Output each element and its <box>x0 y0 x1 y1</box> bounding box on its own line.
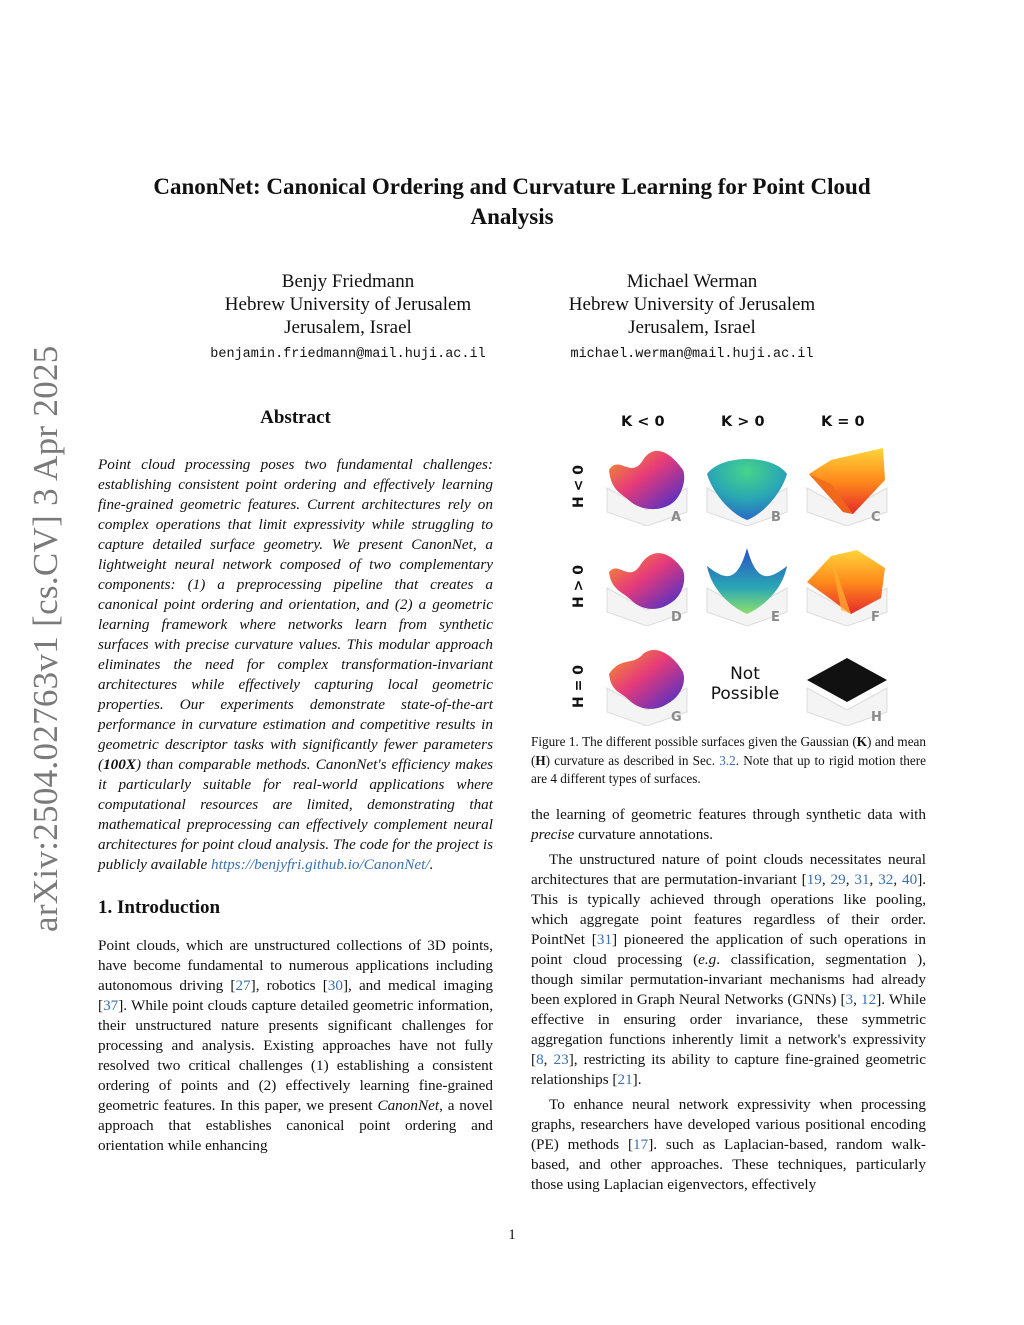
abstract-body: Point cloud processing poses two fundamental challenges: establishing consistent point ordering and effectively learning fine-grained geometric features. Current architectures rely on complex operations that limit expressivity while struggling to capture detailed surface geometry. We present CanonNet, a lightweight neural network composed of two complementary components: (1) a preprocessing pipeline that creates a canonical point ordering and orientation, and (2) a geometric learning framework where networks learn from synthetic surfaces with precise curvature values. This modular approach eliminates the need for complex transformation-invariant architectures while effectively capturing local geometric properties. Our experiments demonstrate state-of-the-art performance in curvature estimation and competitive results in geometric descriptor tasks with significantly fewer parameters (100X) than comparable methods. CanonNet's efficiency makes it particularly suitable for real-world applications where computational resources are limited, demonstrating that mathematical preprocessing can effectively complement neural architectures for point cloud analysis. The code for the project is publicly available https://benjyfri.github.io/CanonNet/. <box>98 456 493 873</box>
citation-link[interactable]: 3 <box>845 991 854 1008</box>
surface-letter: F <box>871 610 880 625</box>
paper-title <box>100 172 924 232</box>
left-column <box>98 405 493 1156</box>
column-label-k-negative: K < 0 <box>621 414 665 430</box>
project-link[interactable]: https://benjyfri.github.io/CanonNet/ <box>211 856 430 873</box>
citation-link[interactable]: 32 <box>878 871 894 888</box>
citation-link[interactable]: 8 <box>536 1051 544 1068</box>
abstract-heading: Abstract <box>260 407 331 428</box>
citation-link[interactable]: 12 <box>861 991 877 1008</box>
paragraph: The unstructured nature of point clouds necessitates neural architectures that are permutation-invariant [19, 29, 31, 32, 40]. This is typically achieved through operations like pooling, which aggregate point features regardless of their order. PointNet [31] pioneered the application of such operations in point cloud processing (e.g. classification, segmentation ), though similar permutation-invariant mechanisms had already been explored in Graph Neural Networks (GNNs) [3, 12]. While effective in ensuring order invariance, these symmetric aggregation functions inherently limit a network's expressivity [8, 23], restricting its ability to capture fine-grained geometric relationships [21]. <box>531 851 927 1088</box>
surface-letter: B <box>771 510 781 525</box>
author-email[interactable]: michael.werman@mail.huji.ac.il <box>570 347 814 362</box>
paragraph: the learning of geometric features through synthetic data with precise curvature annotations. <box>531 806 926 843</box>
figure-caption: Figure 1. The different possible surfaces given the Gaussian (K) and mean (H) curvature as described in Sec. 3.2. Note that up to rigid motion there are 4 different types of surfaces. <box>531 734 927 786</box>
author-location: Jerusalem, Israel <box>284 317 412 338</box>
citation-link[interactable]: 37 <box>103 997 119 1014</box>
author-affiliation: Hebrew University of Jerusalem <box>568 294 816 315</box>
section-reference-link[interactable]: 3.2 <box>719 752 736 768</box>
right-column <box>531 805 926 1195</box>
surface-letter: D <box>671 610 682 625</box>
figure-1 <box>531 400 926 735</box>
citation-link[interactable]: 31 <box>596 931 613 948</box>
citation-link[interactable]: 23 <box>553 1051 569 1068</box>
author-email[interactable]: benjamin.friedmann@mail.huji.ac.il <box>210 347 486 362</box>
author-name: Michael Werman <box>626 271 758 292</box>
abstract-bold-100x: 100X <box>103 756 136 773</box>
citation-link[interactable]: 30 <box>327 977 343 994</box>
author-name: Benjy Friedmann <box>281 271 415 292</box>
abstract-text: Point cloud processing poses two fundamental challenges: establishing consistent point ordering and effectively learning fine-grained geometric features. Current architectures rely on complex operations that limit expressivity while struggling to capture detailed surface geometry. We present CanonNet, a lightweight neural network composed of two complementary components: (1) a preprocessing pipeline that creates a canonical point ordering and orientation, and (2) a geometric learning framework where networks learn from synthetic surfaces with precise curvature values. This modular approach eliminates the need for complex transformation-invariant architectures while effectively capturing local geometric properties. Our experiments demonstrate state-of-the-art performance in curvature estimation and competitive results in geometric descriptor tasks with significantly fewer parameters ( <box>98 456 493 773</box>
citation-link[interactable]: 17 <box>633 1136 649 1153</box>
page-number: 1 <box>508 1227 516 1243</box>
row-label-h-negative: H < 0 <box>571 465 587 508</box>
surface-letter: C <box>871 510 881 525</box>
surface-letter: H <box>871 710 882 725</box>
citation-link[interactable]: 21 <box>617 1071 633 1088</box>
section-heading-introduction: 1. Introduction <box>98 897 221 918</box>
citation-link[interactable]: 27 <box>235 977 251 994</box>
row-label-h-zero: H = 0 <box>571 665 587 708</box>
abstract-text-after: ) than comparable methods. CanonNet's efficiency makes it particularly suitable for real-world applications where computational resources are limited, demonstrating that mathematical preprocessing can effectively complement neural architectures for point cloud analysis. The code for the project is publicly available <box>98 756 493 873</box>
author-affiliation: Hebrew University of Jerusalem <box>224 294 472 315</box>
title-line-1: CanonNet: Canonical Ordering and Curvature Learning for Point Cloud <box>153 174 871 199</box>
title-line-2: Analysis <box>470 204 554 229</box>
arxiv-identifier: arXiv:2504.02763v1 [cs.CV] 3 Apr 2025 <box>26 345 65 932</box>
surface-letter: G <box>671 710 682 725</box>
author-location: Jerusalem, Israel <box>628 317 756 338</box>
citation-link[interactable]: 31 <box>854 871 870 888</box>
author-block-1 <box>158 270 538 364</box>
surface-letter: A <box>671 510 682 525</box>
paragraph: To enhance neural network expressivity when processing graphs, researchers have developed various positional encoding (PE) methods [17]. such as Laplacian-based, random walk-based, and other approaches. These techniques, particularly those using Laplacian eigenvectors, effectively <box>531 1096 926 1193</box>
author-block-2 <box>502 270 882 364</box>
citation-link[interactable]: 19 <box>806 871 822 888</box>
not-possible-label: Not Possible <box>710 664 780 704</box>
column-label-k-positive: K > 0 <box>721 414 765 430</box>
intro-paragraph: Point clouds, which are unstructured collections of 3D points, have become fundamental to numerous applications including autonomous driving [27], robotics [30], and medical imaging [37]. While point clouds capture detailed geometric information, their unstructured nature presents significant challenges for processing and analysis. Existing approaches have not fully resolved two critical challenges (1) establishing a consistent ordering of points and (2) effectively learning fine-grained geometric features. In this paper, we present CanonNet, a novel approach that establishes canonical point ordering and orientation while enhancing <box>98 937 493 1154</box>
surface-letter: E <box>771 610 780 625</box>
citation-link[interactable]: 29 <box>830 871 846 888</box>
citation-link[interactable]: 40 <box>902 871 918 888</box>
row-label-h-positive: H > 0 <box>571 565 587 608</box>
column-label-k-zero: K = 0 <box>821 414 865 430</box>
